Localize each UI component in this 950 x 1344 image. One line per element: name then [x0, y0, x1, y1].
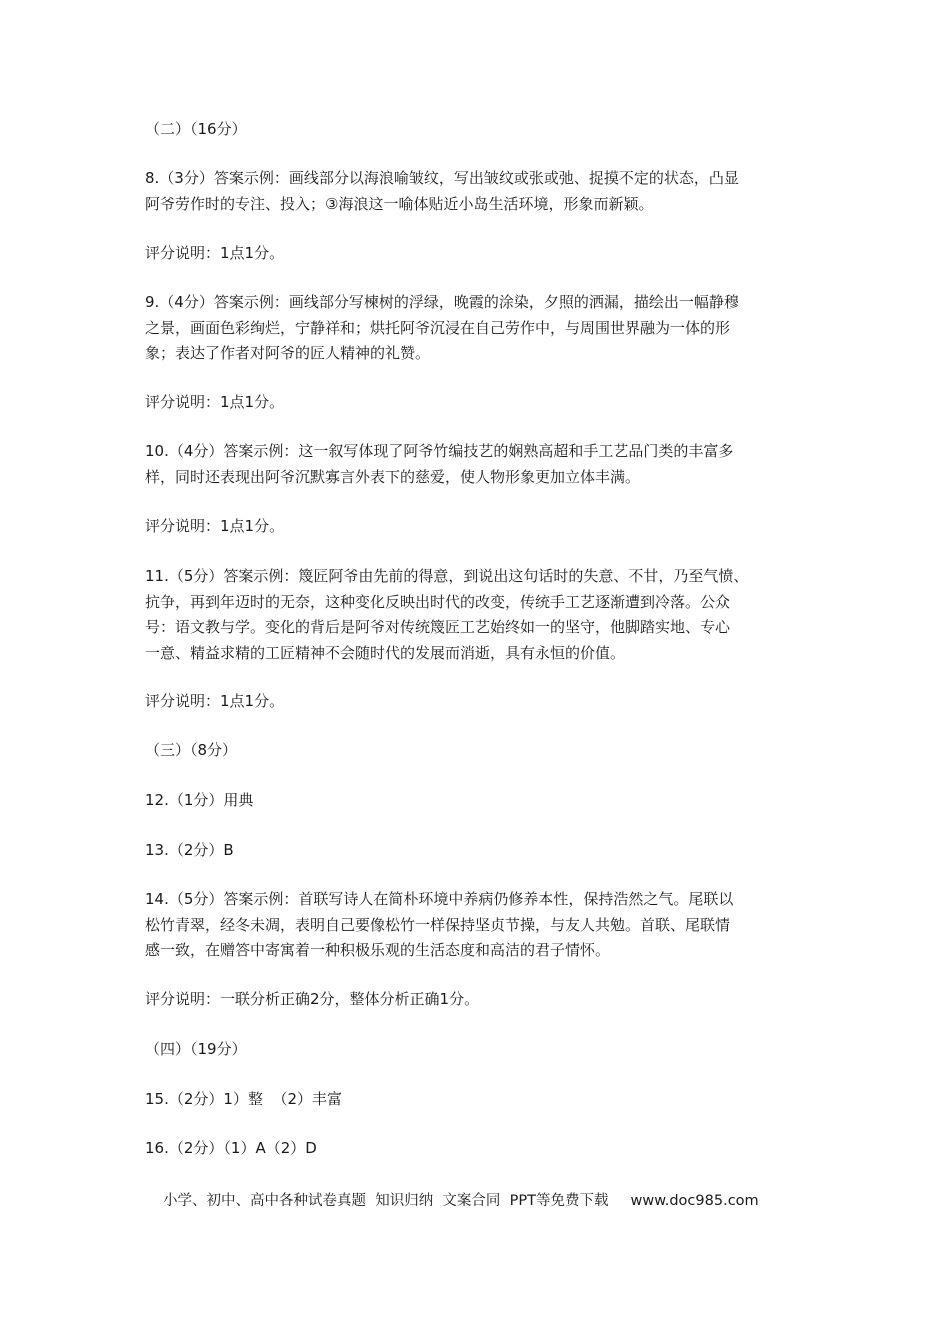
answer-q13: 13.（2分）B [145, 841, 234, 859]
answer-line: 9.（4分）答案示例：画线部分写楝树的浮绿，晚霞的涂染，夕照的洒漏，描绘出一幅静穆 [145, 293, 739, 311]
section-heading-2: （二）（16分） [145, 120, 247, 138]
answer-line: 一意、精益求精的工匠精神不会随时代的发展而消逝，具有永恒的价值。 [145, 643, 626, 662]
answer-q12: 12.（1分）用典 [145, 791, 254, 809]
answer-line: 阿爷劳作时的专注、投入；③海浪这一喻体贴近小岛生活环境，形象而新颖。 [145, 194, 654, 213]
scoring-note-q10: 评分说明：1点1分。 [145, 517, 285, 535]
answer-line: 抗争，再到年迈时的无奈，这种变化反映出时代的改变，传统手工艺逐渐遭到冷落。公众 [145, 592, 731, 611]
answer-q11 [145, 564, 810, 666]
answer-q8 [145, 166, 810, 217]
scoring-note-q9: 评分说明：1点1分。 [145, 393, 285, 411]
answer-line: 感一致，在赠答中寄寓着一种积极乐观的生活态度和高洁的君子情怀。 [145, 941, 611, 959]
answer-line: 号：语文教与学。变化的背后是阿爷对传统篾匠工艺始终如一的坚守，他脚踏实地、专心 [145, 618, 731, 636]
scoring-note-q8: 评分说明：1点1分。 [145, 244, 285, 262]
answer-line: 8.（3分）答案示例：画线部分以海浪喻皱纹，写出皱纹或张或弛、捉摸不定的状态，凸显 [145, 169, 739, 187]
section-heading-4: （四）（19分） [145, 1040, 247, 1058]
footer-site-link[interactable]: www.doc985.com [630, 1193, 759, 1209]
answer-q9 [145, 290, 810, 367]
answer-q16: 16.（2分）（1）A（2）D [145, 1139, 317, 1157]
answer-q10 [145, 439, 810, 490]
footer-text: 小学、初中、高中各种试卷真题 知识归纳 文案合同 PPT等免费下载 [163, 1193, 609, 1209]
answer-line: 14.（5分）答案示例：首联写诗人在简朴环境中养病仍修养本性，保持浩然之气。尾联以 [145, 890, 734, 908]
answer-line: 样，同时还表现出阿爷沉默寡言外表下的慈爱，使人物形象更加立体丰满。 [145, 467, 641, 486]
answer-line: 10.（4分）答案示例：这一叙写体现了阿爷竹编技艺的娴熟高超和手工艺品门类的丰富多 [145, 442, 734, 460]
answer-line: 11.（5分）答案示例：篾匠阿爷由先前的得意，到说出这句话时的失意、不甘，乃至气愤、 [145, 567, 749, 585]
answer-q15: 15.（2分）1）整 （2）丰富 [145, 1090, 343, 1108]
answer-line: 象；表达了作者对阿爷的匠人精神的礼赞。 [145, 344, 431, 362]
scoring-note-q14: 评分说明：一联分析正确2分，整体分析正确1分。 [145, 990, 480, 1008]
answer-line: 松竹青翠，经冬未凋，表明自己要像松竹一样保持坚贞节操，与友人共勉。首联、尾联情 [145, 915, 731, 934]
page-footer [163, 1190, 759, 1212]
answer-q14 [145, 887, 810, 964]
answer-line: 之景，画面色彩绚烂，宁静祥和；烘托阿爷沉浸在自己劳作中，与周围世界融为一体的形 [145, 318, 731, 337]
section-heading-3: （三）（8分） [145, 741, 238, 759]
scoring-note-q11: 评分说明：1点1分。 [145, 692, 285, 710]
